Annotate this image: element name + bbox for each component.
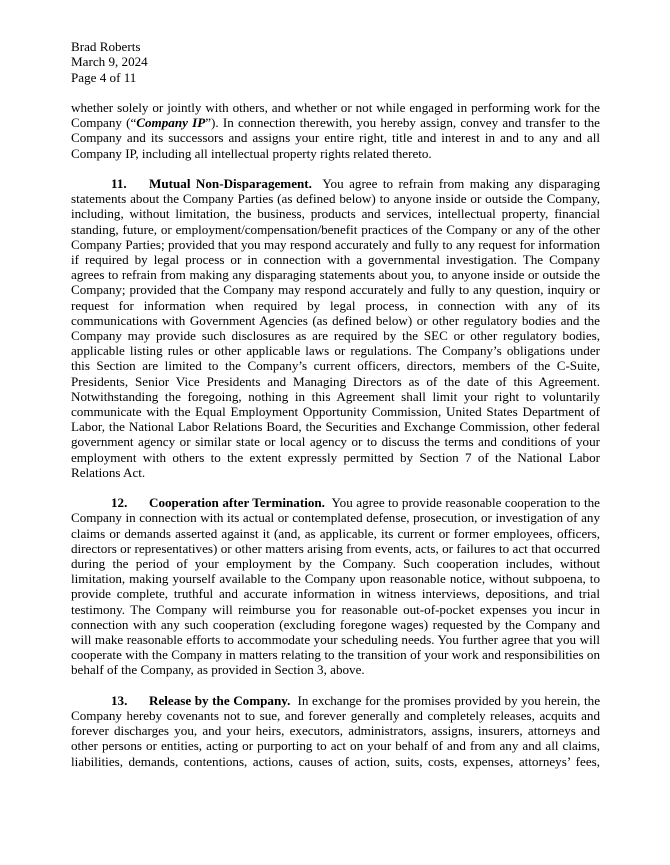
continuation-text-part1: whether solely or jointly with others, and whether or not while engaged in performing work for the Company (“ [71, 99, 600, 131]
section-number: 12. [111, 495, 128, 511]
page-indicator: Page 4 of 11 [71, 69, 137, 85]
recipient-name: Brad Roberts [71, 39, 141, 54]
section-title: Mutual Non-Disparagement. [149, 175, 312, 191]
letter-header [71, 39, 600, 85]
continuation-paragraph [71, 100, 600, 161]
section-title: Cooperation after Termination. [149, 495, 325, 511]
section-13-paragraph [71, 693, 600, 769]
section-number: 13. [111, 692, 128, 708]
continuation-text-part2: ”). In connection therewith, you hereby assign, convey and transfer to the Company and its successors and assigns your entire right, title and interest in and to any and all Company IP, including all intellectual property rights related thereto. [71, 115, 600, 161]
section-title: Release by the Company. [149, 692, 291, 708]
section-body: You agree to provide reasonable cooperation to the Company in connection with its actual or contemplated defense, prosecution, or investigation of any claims or demands asserted against it (and, as applicable, its current or former employees, officers, directors or representatives) or other matters arising from events, acts, or failures to act that occurred during the period of your employment by the Company. Such cooperation includes, without limitation, making yourself available to the Company upon reasonable notice, without subpoena, to provide complete, truthful and accurate information in witness interviews, depositions, and trial testimony. The Company will reimburse you for reasonable out-of-pocket expenses you incur in connection with any such cooperation (excluding foregone wages) requested by the Company and will make reasonable efforts to accommodate your scheduling needs. You further agree that you will cooperate with the Company in matters relating to the transition of your work and responsibilities on behalf of the Company, as provided in Section 3, above. [71, 495, 600, 678]
letter-date: March 9, 2024 [71, 54, 148, 70]
section-body: In exchange for the promises provided by you herein, the Company hereby covenants not to sue, and forever generally and completely releases, acquits and forever discharges you, and your heirs, executors, administrators, assigns, insurers, attorneys and other persons or entities, acting or purporting to act on your behalf of and from any and all claims, liabilities, demands, contentions, actions, causes of action, suits, costs, expenses, attorneys’ fees, [71, 692, 601, 769]
document-page [71, 39, 600, 784]
section-number: 11. [111, 175, 127, 191]
defined-term-company-ip: Company IP [136, 115, 206, 131]
section-body: You agree to refrain from making any disparaging statements about the Company Parties (as defined below) to anyone inside or outside the Company, including, without limitation, the business, products and services, intellectual property, financial standing, future, or employment/compensation/benefit practices of the Company or any of the other Company Parties; provided that you may respond accurately and fully to any request for information if required by legal process or in connection with a governmental investigation. The Company agrees to refrain from making any disparaging statements about you, to anyone inside or outside the Company; provided that the Company may respond accurately and fully to any question, inquiry or request for information when required by legal process, in connection with any of its communications with Government Agencies (as defined below) or other regulatory bodies and the Company may provide such disclosures as are required by the SEC or other regulatory bodies, applicable listing rules or other applicable laws or regulations. The Company’s obligations under this Section are limited to the Company’s current officers, directors, members of the C-Suite, Presidents, Senior Vice Presidents and Managing Directors as of the date of this Agreement. Notwithstanding the foregoing, nothing in this Agreement shall limit your right to voluntarily communicate with the Equal Employment Opportunity Commission, United States Department of Labor, the National Labor Relations Board, the Securities and Exchange Commission, other federal government agency or similar state or local agency or to discuss the terms and conditions of your employment with others to the extent expressly permitted by Section 7 of the National Labor Relations Act. [71, 175, 600, 480]
section-11-paragraph [71, 176, 600, 480]
section-12-paragraph [71, 495, 600, 677]
